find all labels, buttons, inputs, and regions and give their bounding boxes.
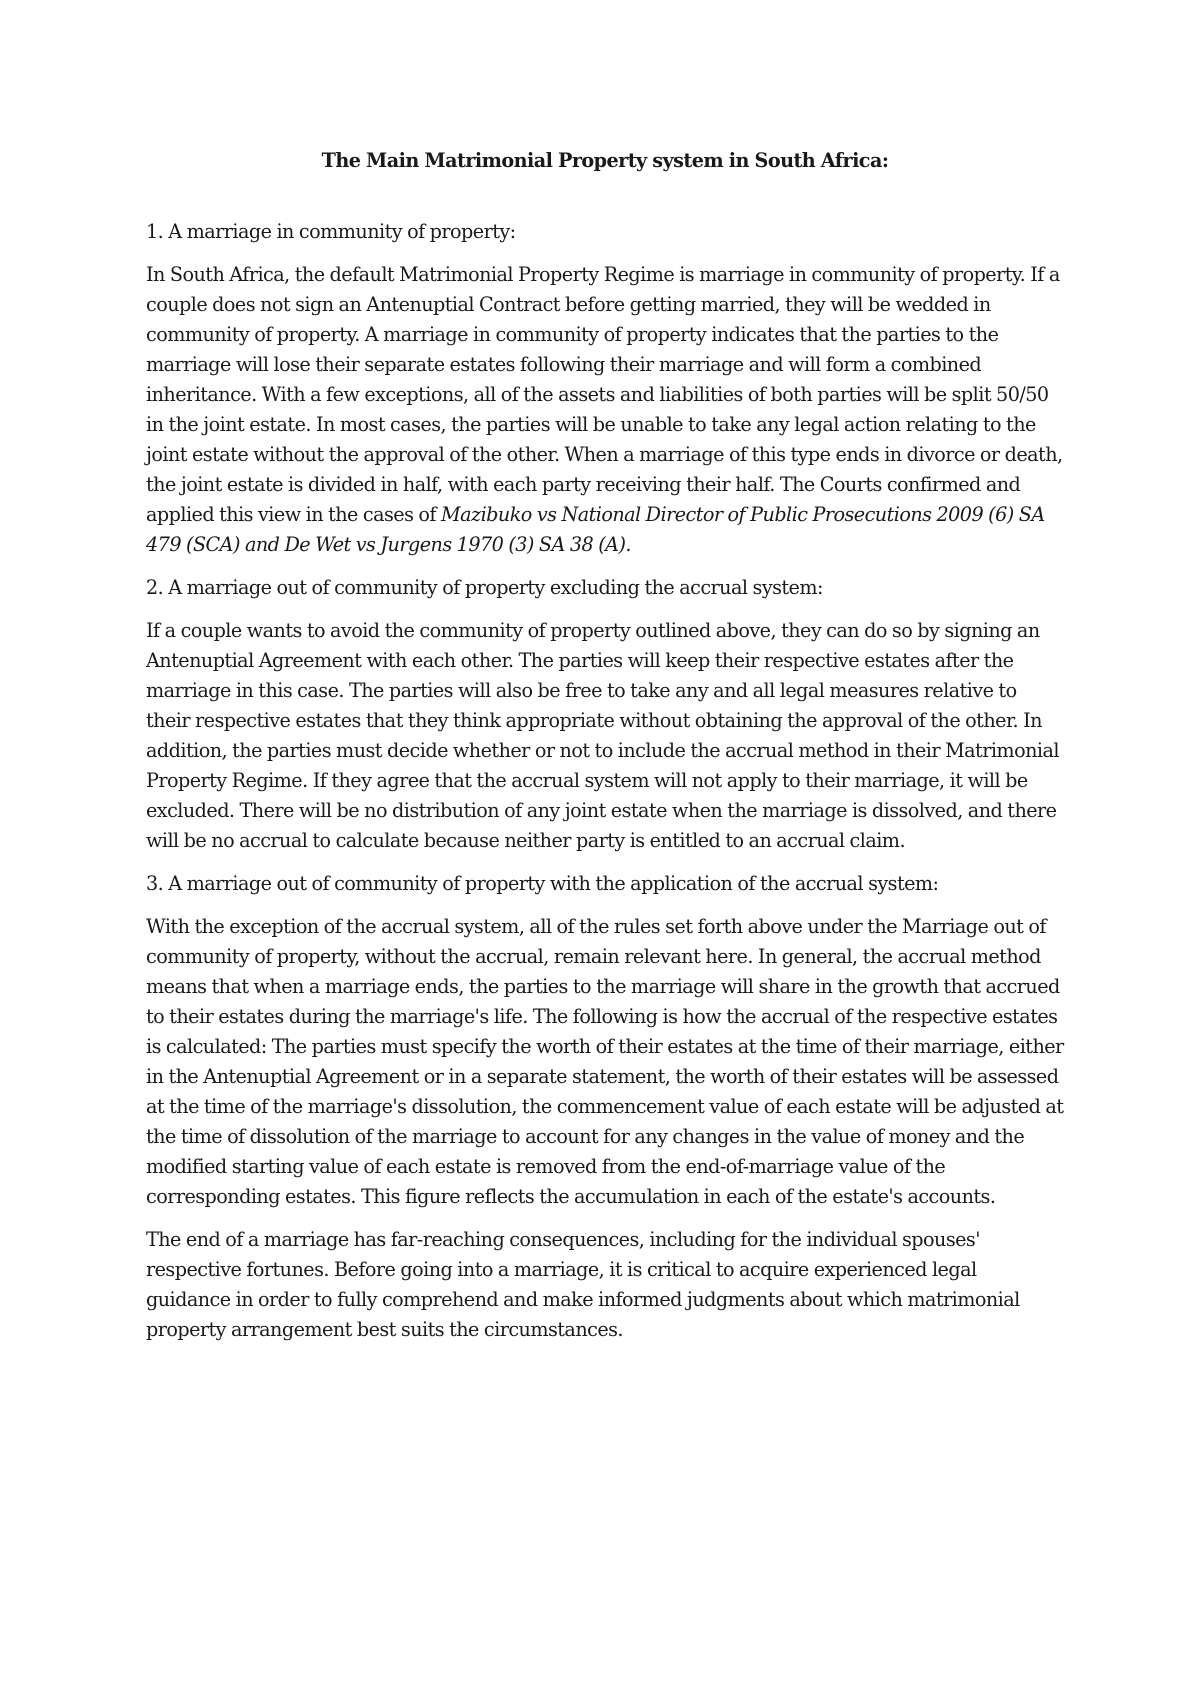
section-3-paragraph: With the exception of the accrual system, all of the rules set forth above under the Marriage out of community of property, without the accrual, remain relevant here. In general, the accrual method means that when a marriage ends, the parties to the marriage will share in the growth that accrued to their estates during the marriage's life. The following is how the accrual of the respective estates is calculated: The parties must specify the worth of their estates at the time of their marriage, either in the Antenuptial Agreement or in a separate statement, the worth of their estates will be assessed at the time of the marriage's dissolution, the commencement value of each estate will be adjusted at the time of dissolution of the marriage to account for any changes in the value of money and the modified starting value of each estate is removed from the end-of-marriage value of the corresponding estates. This figure reflects the accumulation in each of the estate's accounts. [146, 915, 1064, 1208]
section-3-heading: 3. A marriage out of community of property with the application of the accrual system: [146, 872, 939, 895]
section-1-body: In South Africa, the default Matrimonial Property Regime is marriage in community of property. If a couple does not sign an Antenuptial Contract before getting married, they will be wedded in community of property. A marriage in community of property indicates that the parties to the marriage will lose their separate estates following their marriage and will form a combined inheritance. With a few exceptions, all of the assets and liabilities of both parties will be split 50/50 in the joint estate. In most cases, the parties will be unable to take any legal action relating to the joint estate without the approval of the other. When a marriage of this type ends in divorce or death, the joint estate is divided in half, with each party receiving their half. The Courts confirmed and applied this view in the cases of [146, 263, 1063, 526]
document-body [146, 146, 1064, 1345]
section-1-paragraph [146, 260, 1064, 560]
conclusion-paragraph: The end of a marriage has far-reaching consequences, including for the individual spouses' respective fortunes. Before going into a marriage, it is critical to acquire experienced legal guidance in order to fully comprehend and make informed judgments about which matrimonial property arrangement best suits the circumstances. [146, 1228, 1020, 1341]
section-2-paragraph: If a couple wants to avoid the community of property outlined above, they can do so by signing an Antenuptial Agreement with each other. The parties will keep their respective estates after the marriage in this case. The parties will also be free to take any and all legal measures relative to their respective estates that they think appropriate without obtaining the approval of the other. In addition, the parties must decide whether or not to include the accrual method in their Matrimonial Property Regime. If they agree that the accrual system will not apply to their marriage, it will be excluded. There will be no distribution of any joint estate when the marriage is dissolved, and there will be no accrual to calculate because neither party is entitled to an accrual claim. [146, 619, 1059, 852]
case-citations: Mazibuko vs National Director of Public Prosecutions 2009 (6) SA 479 (SCA) and De Wet vs Jurgens 1970 (3) SA 38 (A) [146, 503, 1045, 556]
document-title: The Main Matrimonial Property system in South Africa: [321, 149, 889, 172]
section-2-heading: 2. A marriage out of community of property excluding the accrual system: [146, 576, 823, 599]
section-1-heading: 1. A marriage in community of property: [146, 220, 516, 243]
section-1-end: . [625, 533, 631, 556]
